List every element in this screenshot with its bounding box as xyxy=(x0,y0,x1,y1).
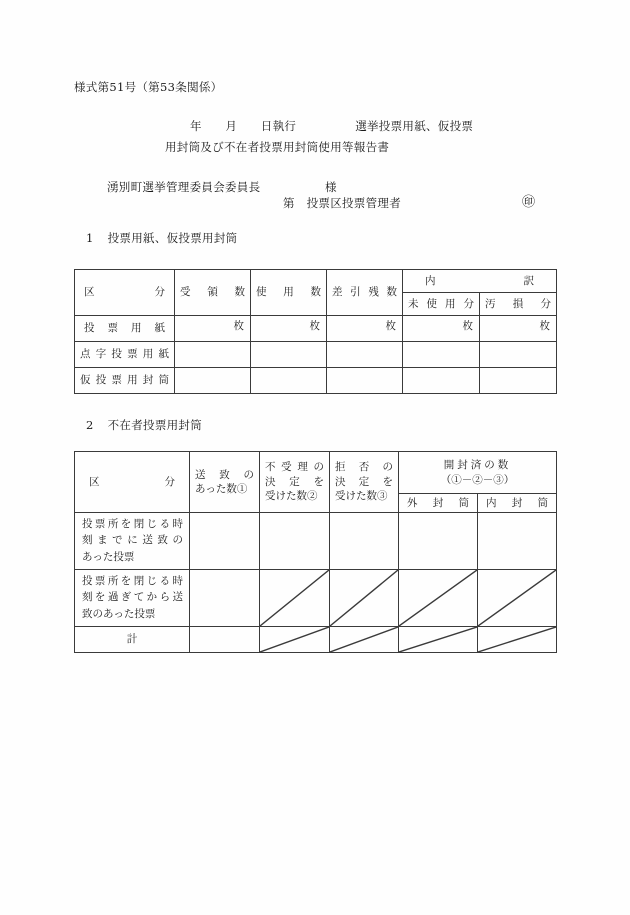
header-rejected-line-3: 受けた数② xyxy=(265,490,318,503)
cell-balance[interactable] xyxy=(327,342,403,368)
cell-unused[interactable] xyxy=(403,368,480,394)
cell-sent-total[interactable] xyxy=(190,627,260,653)
diagonal-strike-icon xyxy=(330,570,398,626)
unit-label: 枚 xyxy=(233,320,244,332)
header-sent-label xyxy=(190,468,259,497)
section-2-number: 2 xyxy=(86,418,94,432)
table-header-row-top xyxy=(75,270,557,293)
header-balance xyxy=(327,270,403,316)
header-opened-label xyxy=(399,458,556,486)
section-1-title: 投票用紙、仮投票用封筒 xyxy=(107,231,238,245)
header-inner-envelope xyxy=(478,494,557,513)
row-label-before-close xyxy=(75,513,190,570)
reporter-title: 第 投票区投票管理者 xyxy=(283,196,401,210)
row-label-provisional-envelope xyxy=(75,368,175,394)
cell-refused-struck xyxy=(330,570,399,627)
cell-inner[interactable] xyxy=(478,513,557,570)
row-label-after-close xyxy=(75,570,190,627)
document-title-line-2: 用封筒及び不在者投票用封筒使用等報告書 xyxy=(165,140,390,154)
cell-refused-struck xyxy=(330,627,399,653)
row-label-line-3: 致のあった投票 xyxy=(82,607,156,620)
cell-sent[interactable] xyxy=(190,513,260,570)
cell-used[interactable] xyxy=(251,368,327,394)
row-label: 投票用紙 xyxy=(84,322,165,335)
row-label-ballot-paper xyxy=(75,316,175,342)
header-damaged xyxy=(480,293,557,316)
header-balance-label: 差引残数 xyxy=(332,286,397,299)
diagonal-strike-icon xyxy=(260,627,329,652)
row-label: 計 xyxy=(126,633,138,646)
cell-unused[interactable] xyxy=(403,316,480,342)
cell-balance[interactable] xyxy=(327,368,403,394)
header-unused xyxy=(403,293,480,316)
cell-inner-struck xyxy=(478,627,557,653)
header-outer-envelope xyxy=(399,494,478,513)
table-row xyxy=(75,316,557,342)
header-sent-line-1: 送致の xyxy=(195,468,254,481)
cell-unused[interactable] xyxy=(403,342,480,368)
cell-damaged[interactable] xyxy=(480,368,557,394)
addressee-honorific: 様 xyxy=(325,180,337,194)
section-1-heading xyxy=(86,233,237,245)
header-breakdown-label: 内訳 xyxy=(425,274,534,287)
header-refused-line-2: 決定を xyxy=(335,475,393,488)
row-label: 点字投票用紙 xyxy=(80,348,169,361)
header-kubun xyxy=(75,270,175,316)
table-header-row-top xyxy=(75,452,557,494)
document-title-line-1: 年 月 日執行 選挙投票用紙、仮投票 xyxy=(190,119,474,133)
header-refused-label xyxy=(330,460,398,503)
header-inner-envelope-label: 内封筒 xyxy=(486,496,548,509)
header-refused-line-3: 受けた数③ xyxy=(335,490,388,503)
header-kubun-label: 区分 xyxy=(84,286,165,299)
header-damaged-label: 汚損分 xyxy=(485,297,551,310)
unit-label: 枚 xyxy=(385,320,396,332)
row-label-total xyxy=(75,627,190,653)
header-rejected-line-2: 決定を xyxy=(265,475,324,488)
header-sent-count xyxy=(190,452,260,513)
row-label-line-1: 投票所を閉じる時 xyxy=(82,575,183,587)
diagonal-strike-icon xyxy=(478,570,556,626)
form-code-label: 様式第51号（第53条関係） xyxy=(74,80,223,94)
header-kubun-label: 区分 xyxy=(89,475,175,488)
diagonal-strike-icon xyxy=(399,627,477,652)
header-opened-line-2: （①－②－③） xyxy=(440,473,515,486)
cell-damaged[interactable] xyxy=(480,316,557,342)
diagonal-strike-icon xyxy=(399,570,477,626)
cell-received[interactable] xyxy=(175,368,251,394)
header-refused-line-1: 拒否の xyxy=(335,461,393,474)
header-outer-envelope-label: 外封筒 xyxy=(407,496,469,509)
section-1-number: 1 xyxy=(86,231,94,245)
row-label-line-2: 刻までに送致の xyxy=(82,534,183,547)
cell-sent[interactable] xyxy=(190,570,260,627)
header-sent-line-2: あった数① xyxy=(195,483,248,495)
seal-stamp-icon: ㊞ xyxy=(522,195,536,210)
unit-label: 枚 xyxy=(462,320,473,332)
cell-balance[interactable] xyxy=(327,316,403,342)
cell-refused[interactable] xyxy=(330,513,399,570)
cell-rejected-struck xyxy=(260,627,330,653)
header-rejected-label xyxy=(260,460,329,503)
absentee-envelope-table xyxy=(74,451,557,653)
row-label-line-3: あった投票 xyxy=(82,550,135,563)
row-label-braille-ballot xyxy=(75,342,175,368)
header-received-label: 受領数 xyxy=(180,286,245,299)
cell-rejected[interactable] xyxy=(260,513,330,570)
table-row xyxy=(75,342,557,368)
cell-outer-struck xyxy=(399,627,478,653)
ballot-usage-table xyxy=(74,269,557,394)
row-label xyxy=(75,570,189,625)
header-rejected-count xyxy=(260,452,330,513)
cell-used[interactable] xyxy=(251,316,327,342)
cell-received[interactable] xyxy=(175,316,251,342)
cell-used[interactable] xyxy=(251,342,327,368)
header-breakdown xyxy=(403,270,557,293)
row-label xyxy=(75,513,189,568)
cell-outer-struck xyxy=(399,570,478,627)
table-row xyxy=(75,627,557,653)
cell-inner-struck xyxy=(478,570,557,627)
header-opened-line-1: 開封済の数 xyxy=(443,459,512,472)
table-row xyxy=(75,513,557,570)
addressee-name: 湧別町選挙管理委員会委員長 xyxy=(107,180,261,194)
table-row xyxy=(75,368,557,394)
diagonal-strike-icon xyxy=(478,627,556,652)
header-opened-count xyxy=(399,452,557,494)
header-received xyxy=(175,270,251,316)
diagonal-strike-icon xyxy=(330,627,398,652)
table-row xyxy=(75,570,557,627)
header-kubun xyxy=(75,452,190,513)
header-used xyxy=(251,270,327,316)
section-2-title: 不在者投票用封筒 xyxy=(107,418,203,432)
cell-received[interactable] xyxy=(175,342,251,368)
cell-outer[interactable] xyxy=(399,513,478,570)
section-2-heading xyxy=(86,420,202,432)
header-used-label: 使用数 xyxy=(256,286,321,299)
cell-rejected-struck xyxy=(260,570,330,627)
header-unused-label: 未使用分 xyxy=(408,297,474,310)
row-label-line-1: 投票所を閉じる時 xyxy=(82,518,183,530)
header-refused-count xyxy=(330,452,399,513)
cell-damaged[interactable] xyxy=(480,342,557,368)
header-rejected-line-1: 不受理の xyxy=(265,461,324,474)
row-label: 仮投票用封筒 xyxy=(80,374,169,387)
unit-label: 枚 xyxy=(309,320,320,332)
row-label-line-2: 刻を過ぎてから送 xyxy=(82,591,183,604)
diagonal-strike-icon xyxy=(260,570,329,626)
unit-label: 枚 xyxy=(539,320,550,332)
